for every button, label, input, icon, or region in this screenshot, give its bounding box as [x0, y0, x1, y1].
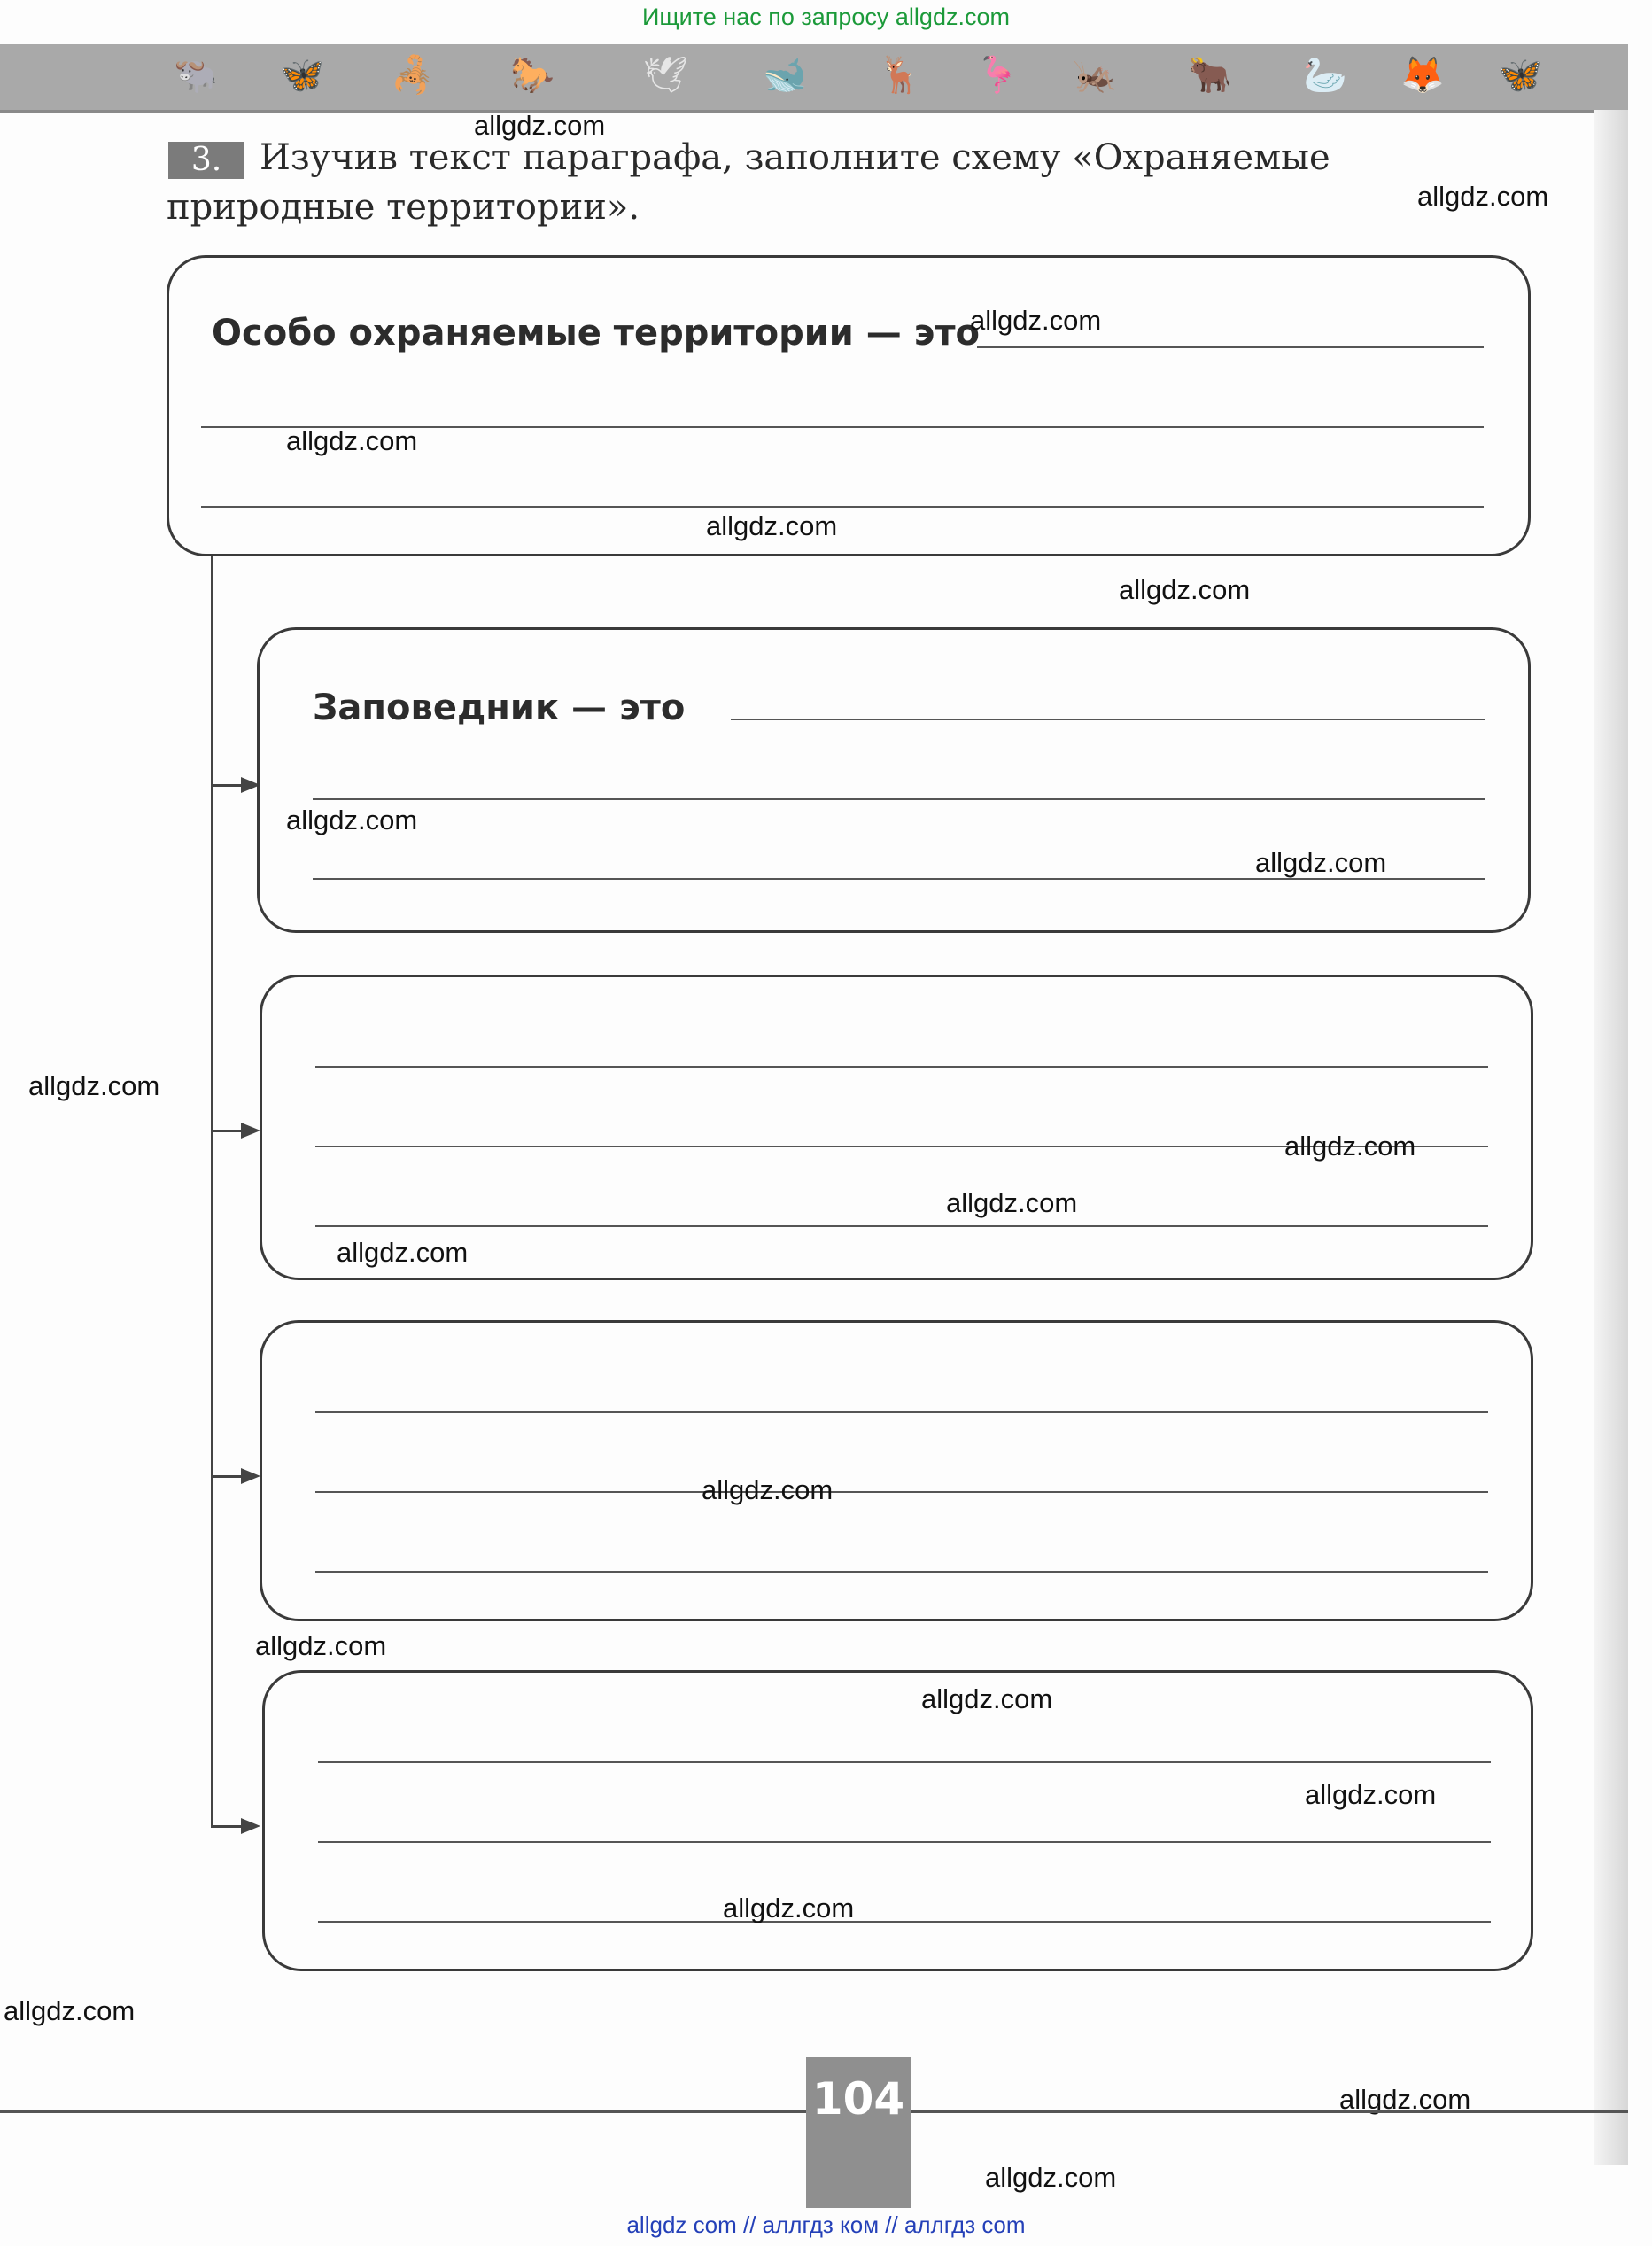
answer-line[interactable]	[315, 1491, 1488, 1493]
watermark: allgdz.com	[946, 1187, 1078, 1218]
horse-icon: 🐎	[510, 55, 555, 96]
answer-line[interactable]	[315, 1411, 1488, 1413]
watermark: allgdz.com	[1339, 2084, 1471, 2115]
answer-line[interactable]	[318, 1921, 1491, 1923]
empty-term-box-1	[260, 975, 1533, 1280]
connector-vertical-line	[211, 556, 213, 1825]
watermark: allgdz.com	[706, 510, 838, 541]
watermark: allgdz.com	[255, 1630, 387, 1661]
deer-icon: 🦌	[878, 55, 922, 96]
arrow-icon	[241, 1123, 260, 1139]
reserve-box	[257, 627, 1531, 933]
answer-line[interactable]	[318, 1841, 1491, 1843]
answer-line[interactable]	[201, 506, 1484, 508]
watermark: allgdz.com	[723, 1892, 855, 1923]
answer-line[interactable]	[318, 1761, 1491, 1763]
watermark: allgdz.com	[1255, 847, 1387, 878]
protected-territories-title: Особо охраняемые территории — это	[212, 313, 980, 354]
task-text: Изучив текст параграфа, заполните схему «Охраняемые природные территории».	[167, 137, 1330, 228]
answer-line[interactable]	[731, 719, 1485, 720]
animal-silhouette-band	[0, 44, 1628, 113]
task-number: 3.	[168, 142, 244, 179]
reserve-title: Заповедник — это	[313, 688, 686, 728]
butterfly-icon: 🦋	[280, 55, 324, 96]
answer-line[interactable]	[315, 1225, 1488, 1227]
fox-icon: 🦊	[1400, 55, 1445, 96]
watermark: allgdz.com	[1119, 574, 1251, 605]
watermark: allgdz.com	[337, 1237, 469, 1268]
watermark: allgdz.com	[474, 110, 606, 141]
watermark: allgdz.com	[286, 804, 418, 835]
arrow-icon	[241, 1468, 260, 1484]
protected-territories-box	[167, 255, 1531, 556]
watermark: allgdz.com	[4, 1995, 136, 2026]
watermark: allgdz.com	[921, 1683, 1053, 1714]
whale-icon: 🐋	[763, 55, 807, 96]
bird-icon: 🕊	[642, 55, 688, 96]
answer-line[interactable]	[977, 346, 1484, 348]
watermark: allgdz.com	[28, 1070, 160, 1101]
watermark: allgdz.com	[1417, 181, 1549, 212]
heron-icon: 🦩	[975, 55, 1020, 96]
top-banner[interactable]: Ищите нас по запросу allgdz.com	[642, 4, 1010, 30]
page-edge-shadow	[1594, 110, 1628, 2165]
answer-line[interactable]	[313, 798, 1485, 800]
watermark: allgdz.com	[702, 1474, 834, 1505]
arrow-icon	[241, 1818, 260, 1834]
answer-line[interactable]	[315, 1066, 1488, 1068]
watermark: allgdz.com	[286, 425, 418, 456]
answer-line[interactable]	[315, 1571, 1488, 1573]
bull-icon: 🐂	[1188, 55, 1232, 96]
empty-term-box-2	[260, 1320, 1533, 1621]
watermark: allgdz.com	[1305, 1779, 1437, 1810]
watermark: allgdz.com	[970, 305, 1102, 336]
buffalo-icon: 🐃	[174, 55, 218, 96]
page-number: 104	[811, 2073, 905, 2125]
butterfly-icon: 🦋	[1498, 55, 1542, 96]
crane-icon: 🦢	[1303, 55, 1347, 96]
watermark: allgdz.com	[1284, 1131, 1416, 1162]
empty-term-box-3	[262, 1670, 1533, 1971]
footer-links[interactable]: allgdz com // аллгдз ком // аллгдз com	[626, 2211, 1026, 2238]
insect-icon: 🦗	[1073, 55, 1117, 96]
watermark: allgdz.com	[985, 2162, 1117, 2193]
scorpion-icon: 🦂	[391, 55, 435, 96]
